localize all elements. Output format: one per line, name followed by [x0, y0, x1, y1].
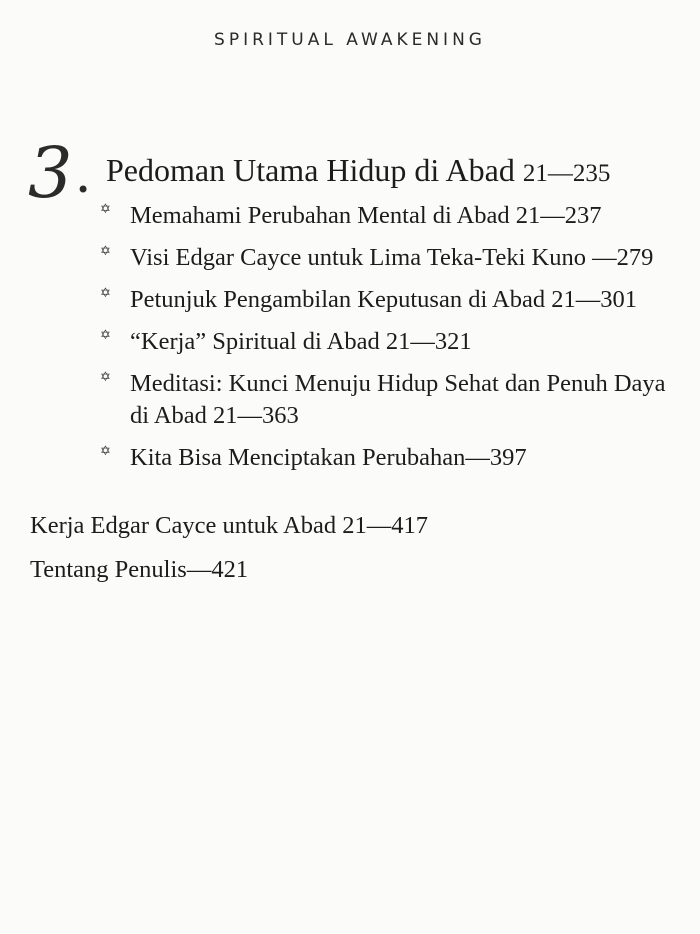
toc-entry-text: Memahami Perubahan Mental di Abad 21—237 [130, 202, 602, 229]
toc-entry [100, 284, 690, 316]
backmatter-entry: Tentang Penulis—421 [30, 556, 249, 583]
star-bullet-icon: ✡ [100, 369, 111, 384]
star-bullet-icon: ✡ [100, 327, 111, 342]
star-bullet-icon: ✡ [100, 201, 111, 216]
backmatter-entry: Kerja Edgar Cayce untuk Abad 21—417 [30, 512, 429, 539]
toc-entry-text: Meditasi: Kunci Menuju Hidup Sehat dan Penuh Daya di Abad 21—363 [130, 370, 666, 429]
toc-entry [100, 200, 690, 232]
toc-entry-text: “Kerja” Spiritual di Abad 21—321 [130, 328, 472, 355]
star-bullet-icon: ✡ [100, 443, 111, 458]
toc-entry-text: Kita Bisa Menciptakan Perubahan—397 [130, 444, 527, 471]
chapter-number: 3 [28, 132, 73, 214]
running-header: SPIRITUAL AWAKENING [214, 30, 486, 50]
toc-entry-text: Visi Edgar Cayce untuk Lima Teka-Teki Kuno —279 [130, 244, 654, 271]
toc-entry-list [100, 200, 690, 484]
toc-entry [100, 368, 690, 432]
toc-entry [100, 326, 690, 358]
backmatter-list [30, 510, 670, 598]
star-bullet-icon: ✡ [100, 243, 111, 258]
chapter-title-page-ref: 21—235 [522, 160, 611, 187]
toc-entry-text: Petunjuk Pengambilan Keputusan di Abad 21—301 [130, 286, 637, 313]
toc-entry [100, 442, 690, 474]
toc-entry [100, 242, 690, 274]
chapter-number-dot-icon: • [76, 176, 91, 204]
star-bullet-icon: ✡ [100, 285, 111, 300]
chapter-title-text: Pedoman Utama Hidup di Abad [106, 152, 515, 188]
chapter-title [106, 150, 610, 194]
